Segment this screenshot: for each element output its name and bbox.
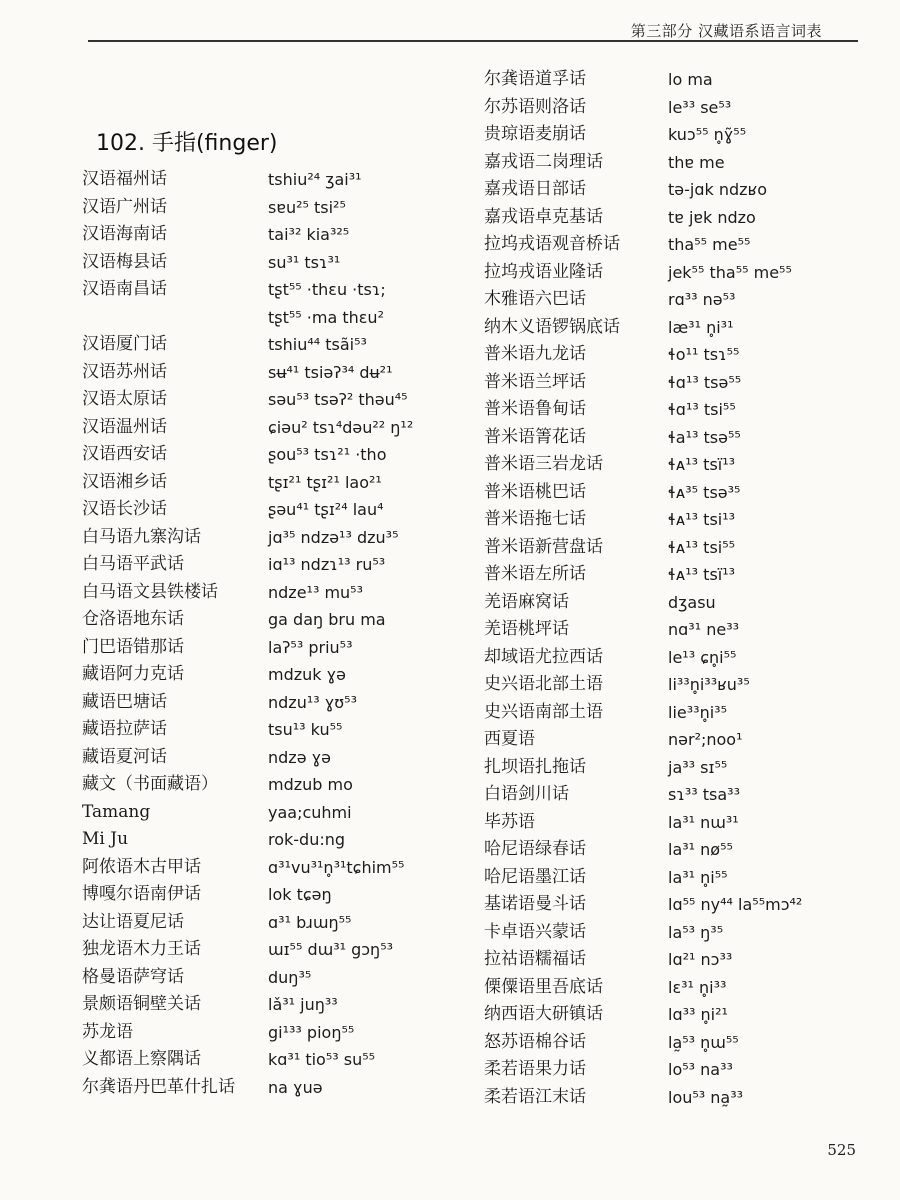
language-name: Tamang	[82, 801, 151, 822]
language-name: 藏语阿力克话	[82, 664, 184, 684]
word-entry-row	[82, 964, 462, 992]
page-number: 525	[827, 1141, 856, 1159]
word-entry-row	[82, 469, 462, 497]
word-form: lɑ⁵⁵ ny⁴⁴ la⁵⁵mɔ⁴²	[668, 895, 803, 914]
word-form: le¹³ ɕn̥i⁵⁵	[668, 647, 737, 667]
language-name: 汉语西安话	[82, 444, 167, 464]
language-name: 格曼语萨穹话	[82, 966, 184, 987]
language-name: 基诺语曼斗话	[484, 894, 586, 914]
language-name: 柔若语江末话	[484, 1086, 586, 1107]
word-form: ɬa¹³ tsə⁵⁵	[668, 427, 741, 447]
word-entry-row	[82, 689, 462, 717]
word-entry-row	[484, 561, 864, 589]
language-name: 达让语夏尼话	[82, 911, 184, 932]
word-entry-row	[484, 616, 864, 644]
word-entry-row	[82, 881, 462, 909]
word-form: la³¹ nɯ³¹	[668, 812, 739, 832]
language-name: 苏龙语	[82, 1021, 133, 1042]
word-entry-row	[484, 314, 864, 342]
word-entry-row	[82, 551, 462, 579]
language-name: 阿侬语木古甲话	[82, 856, 201, 877]
word-form: ɑ³¹vu³¹n̥³¹tɕhim⁵⁵	[268, 857, 405, 877]
word-form: lǎ³¹ juŋ³³	[268, 995, 338, 1014]
word-entry-row	[484, 644, 864, 672]
word-entry-row	[484, 974, 864, 1002]
word-entry-row	[82, 1074, 462, 1102]
word-form: jek⁵⁵ tha⁵⁵ me⁵⁵	[668, 262, 792, 282]
language-name: 汉语南昌话	[82, 279, 167, 299]
word-form: nər²;noo¹	[668, 730, 743, 749]
running-header: 第三部分 汉藏语系语言词表	[630, 22, 822, 40]
word-form: la⁵³ ŋ³⁵	[668, 922, 724, 942]
entry-title: 102. 手指(finger)	[96, 131, 278, 156]
word-entry-row	[82, 249, 462, 277]
word-form: lou⁵³ na̰³³	[668, 1087, 744, 1107]
word-entry-row	[82, 771, 462, 799]
word-entry-row	[484, 809, 864, 837]
word-form: iɑ¹³ ndzɿ¹³ ru⁵³	[268, 555, 386, 574]
word-entry-row	[484, 369, 864, 397]
language-name: 汉语苏州话	[82, 361, 167, 382]
word-entry-row	[82, 496, 462, 524]
word-entry-row	[484, 121, 864, 149]
word-entry-row	[82, 331, 462, 359]
language-name: 汉语温州话	[82, 416, 167, 437]
language-name: 却域语尤拉西话	[484, 646, 603, 667]
word-form: ndzə ɣə	[268, 747, 331, 767]
word-form: tha⁵⁵ me⁵⁵	[668, 235, 751, 254]
word-entry-row	[82, 524, 462, 552]
word-form: lɑ²¹ nɔ³³	[668, 950, 733, 969]
word-entry-row	[82, 386, 462, 414]
word-entry-row	[484, 589, 864, 617]
word-form: la³¹ nø⁵⁵	[668, 840, 733, 859]
language-name: 贵琼语麦崩话	[484, 124, 586, 144]
word-entry-row	[82, 579, 462, 607]
word-form: kuɔ⁵⁵ n̥ɣ̃⁵⁵	[668, 125, 747, 144]
word-entry-row	[484, 919, 864, 947]
language-name: 普米语箐花话	[484, 426, 586, 447]
word-form: ɬᴀ¹³ tsï¹³	[668, 455, 736, 474]
language-name: 尔苏语则洛话	[484, 96, 586, 117]
word-entry-row	[484, 424, 864, 452]
language-name: 汉语厦门话	[82, 334, 167, 354]
language-name: 卡卓语兴蒙话	[484, 921, 586, 942]
word-entry-row	[82, 661, 462, 689]
word-form: kɑ³¹ tio⁵³ su⁵⁵	[268, 1050, 376, 1069]
word-form: la³¹ n̥i⁵⁵	[668, 867, 728, 887]
language-name: 柔若语果力话	[484, 1059, 586, 1079]
language-name: 普米语三岩龙话	[484, 454, 603, 474]
language-name: 毕苏语	[484, 811, 535, 832]
language-name: 史兴语北部土语	[484, 674, 603, 694]
word-form: tsu¹³ ku⁵⁵	[268, 720, 343, 739]
word-entry-row	[484, 176, 864, 204]
word-entry-row	[82, 716, 462, 744]
word-entry-row	[484, 94, 864, 122]
word-entry-row	[484, 726, 864, 754]
language-name: 尔龚语道孚话	[484, 69, 586, 89]
language-name: 汉语海南话	[82, 224, 167, 244]
language-name: 普米语兰坪话	[484, 371, 586, 392]
word-entry-row	[484, 671, 864, 699]
word-form: ɑ³¹ bɹɯŋ⁵⁵	[268, 912, 352, 932]
language-name: 博嘎尔语南伊话	[82, 884, 201, 904]
word-form: ɬᴀ³⁵ tsə³⁵	[668, 482, 741, 502]
language-name: 纳西语大研镇话	[484, 1004, 603, 1024]
language-name: 普米语左所话	[484, 564, 586, 584]
language-name: 汉语梅县话	[82, 251, 167, 272]
language-name: 扎坝语扎拖话	[484, 756, 586, 777]
word-entry-row	[82, 441, 462, 469]
word-entry-row	[484, 66, 864, 94]
language-name: 白马语平武话	[82, 554, 184, 574]
word-form: tʂt⁵⁵ ·thɛu ·tsɿ;	[268, 280, 386, 299]
language-name: 白语剑川话	[484, 784, 569, 804]
language-name: 嘉戎语日部话	[484, 179, 586, 199]
word-entry-row	[484, 341, 864, 369]
word-entry-row	[484, 836, 864, 864]
word-form: lok tɕəŋ	[268, 885, 332, 904]
word-entry-row	[82, 359, 462, 387]
word-form: ɬo¹¹ tsɿ⁵⁵	[668, 345, 740, 364]
word-form: rɑ³³ nə⁵³	[668, 290, 736, 309]
word-form: səu⁵³ tsəʔ² thəu⁴⁵	[268, 390, 408, 409]
word-form: sʉ⁴¹ tsiəʔ³⁴ dʉ²¹	[268, 362, 393, 382]
language-name: 汉语湘乡话	[82, 471, 167, 492]
word-form: ɬɑ¹³ tsi⁵⁵	[668, 400, 736, 419]
word-entry-row	[82, 414, 462, 442]
language-name: 白马语九寨沟话	[82, 526, 201, 547]
language-name: 拉祜语糯福话	[484, 949, 586, 969]
word-form: tʂɪ²¹ tʂɪ²¹ lao²¹	[268, 472, 382, 492]
word-form: tə-jɑk ndzʁo	[668, 180, 767, 199]
word-form: sɐu²⁵ tsi²⁵	[268, 197, 346, 217]
word-form: na ɣuə	[268, 1077, 323, 1097]
language-name: 义都语上察隅话	[82, 1049, 201, 1069]
word-form: ga daŋ bru ma	[268, 610, 386, 629]
word-entry-row	[484, 506, 864, 534]
language-name: 普米语九龙话	[484, 344, 586, 364]
word-entry-row	[82, 1046, 462, 1074]
language-name: 汉语广州话	[82, 196, 167, 217]
word-form: tshiu⁴⁴ tsãi⁵³	[268, 335, 367, 354]
word-entry-row	[82, 854, 462, 882]
word-entry-row	[484, 286, 864, 314]
word-form: ɕiəu² tsɿ⁴dəu²² ŋ¹²	[268, 417, 414, 437]
word-entry-row	[82, 936, 462, 964]
word-form: ɬɑ¹³ tsə⁵⁵	[668, 372, 742, 392]
word-form: li³³n̥i³³ʁu³⁵	[668, 675, 750, 694]
word-entry-row	[484, 781, 864, 809]
word-form: ʂou⁵³ tsɿ²¹ ·tho	[268, 445, 387, 464]
language-name: 拉坞戎语观音桥话	[484, 234, 620, 254]
word-form: su³¹ tsɿ³¹	[268, 252, 341, 272]
language-name: 白马语文县铁楼话	[82, 581, 218, 602]
word-entry-row	[82, 606, 462, 634]
word-form: lo ma	[668, 70, 713, 89]
language-name: 西夏语	[484, 729, 535, 749]
word-entry-row	[82, 826, 462, 854]
word-form: ʂəu⁴¹ tʂɪ²⁴ lau⁴	[268, 500, 384, 519]
language-name: 藏语拉萨话	[82, 719, 167, 739]
word-entry-row	[82, 221, 462, 249]
language-name: 史兴语南部土语	[484, 701, 603, 722]
language-name: 木雅语六巴话	[484, 289, 586, 309]
language-name: Mi Ju	[82, 829, 129, 849]
language-name: 仓洛语地东话	[82, 609, 184, 629]
word-entry-row	[484, 534, 864, 562]
word-form: tʂt⁵⁵ ·ma thɛu²	[268, 307, 384, 327]
word-entry-row	[484, 149, 864, 177]
word-entry-row	[484, 451, 864, 479]
word-entry-row	[82, 909, 462, 937]
word-entry-row	[82, 276, 462, 304]
language-name: 景颇语铜壁关话	[82, 994, 201, 1014]
language-name: 嘉戎语二岗理话	[484, 151, 603, 172]
language-name: 汉语太原话	[82, 389, 167, 409]
word-form: ndzu¹³ ɣʊ⁵³	[268, 692, 357, 712]
word-form: ndze¹³ mu⁵³	[268, 582, 364, 602]
word-form: mdzuk ɣə	[268, 665, 347, 684]
language-name: 藏文（书面藏语）	[82, 774, 218, 794]
word-form: tai³² kia³²⁵	[268, 225, 350, 244]
language-name: 普米语桃巴话	[484, 481, 586, 502]
word-entry-row	[484, 396, 864, 424]
language-name: 门巴语错那话	[82, 636, 184, 657]
word-entry-row	[82, 799, 462, 827]
language-name: 普米语新营盘话	[484, 536, 603, 557]
word-entry-row	[484, 699, 864, 727]
word-entry-row	[82, 166, 462, 194]
language-name: 汉语长沙话	[82, 499, 167, 519]
language-name: 普米语拖七话	[484, 509, 586, 529]
word-entry-row	[82, 194, 462, 222]
word-form: gi¹³³ pioŋ⁵⁵	[268, 1022, 355, 1042]
word-form: læ³¹ n̥i³¹	[668, 317, 734, 337]
language-name: 羌语麻窝话	[484, 591, 569, 612]
language-name: 拉坞戎语业隆话	[484, 261, 603, 282]
left-column	[82, 166, 462, 1101]
word-entry-row	[484, 891, 864, 919]
right-column	[484, 66, 864, 1111]
word-form: laʔ⁵³ priu⁵³	[268, 637, 353, 657]
word-form: la̰⁵³ n̥ɯ⁵⁵	[668, 1032, 739, 1052]
word-form: yaa;cuhmi	[268, 802, 352, 822]
word-form: tɐ jɐk ndzo	[668, 207, 756, 227]
word-form: thɐ me	[668, 152, 725, 172]
word-entry-row	[484, 1056, 864, 1084]
language-name: 汉语福州话	[82, 169, 167, 189]
word-form: duŋ³⁵	[268, 967, 312, 987]
word-entry-row	[484, 1029, 864, 1057]
language-name: 羌语桃坪话	[484, 619, 569, 639]
word-form: rok-du:ng	[268, 830, 346, 849]
word-form: lo⁵³ na³³	[668, 1060, 733, 1079]
word-entry-row	[484, 1001, 864, 1029]
word-form: sɿ³³ tsa³³	[668, 785, 740, 804]
word-form: nɑ³¹ ne³³	[668, 620, 740, 639]
word-entry-row	[484, 1084, 864, 1112]
word-entry-row	[82, 1019, 462, 1047]
language-name: 嘉戎语卓克基话	[484, 206, 603, 227]
language-name: 傈僳语里吾底话	[484, 976, 603, 997]
word-form: le³³ se⁵³	[668, 97, 732, 117]
language-name: 哈尼语墨江话	[484, 866, 586, 887]
word-entry-row	[484, 864, 864, 892]
word-form: ja³³ sɪ⁵⁵	[668, 757, 728, 777]
word-entry-row	[484, 259, 864, 287]
word-entry-row	[484, 231, 864, 259]
language-name: 哈尼语绿春话	[484, 839, 586, 859]
word-entry-row	[82, 634, 462, 662]
word-form: ɬᴀ¹³ tsï¹³	[668, 565, 736, 584]
word-entry-row	[484, 754, 864, 782]
word-form: lɑ³³ n̥i²¹	[668, 1005, 728, 1024]
word-entry-row	[484, 946, 864, 974]
language-name: 纳木义语锣锅底话	[484, 316, 620, 337]
word-form: ɯɪ⁵⁵ dɯ³¹ gɔŋ⁵³	[268, 940, 394, 959]
language-name: 尔龚语丹巴革什扎话	[82, 1076, 235, 1097]
word-entry-row	[484, 204, 864, 232]
word-entry-row	[82, 744, 462, 772]
language-name: 藏语巴塘话	[82, 691, 167, 712]
word-form: dʒasu	[668, 592, 716, 612]
language-name: 普米语鲁甸话	[484, 399, 586, 419]
word-form: mdzub mo	[268, 775, 353, 794]
header-rule	[88, 40, 858, 42]
word-form: ɬᴀ¹³ tsi⁵⁵	[668, 537, 736, 557]
word-form: jɑ³⁵ ndzə¹³ dzu³⁵	[268, 527, 399, 547]
word-entry-row	[82, 304, 462, 332]
word-entry-row	[82, 991, 462, 1019]
word-form: lie³³n̥i³⁵	[668, 702, 727, 722]
language-name: 怒苏语棉谷话	[484, 1031, 586, 1052]
language-name: 藏语夏河话	[82, 746, 167, 767]
word-form: ɬᴀ¹³ tsi¹³	[668, 510, 736, 529]
word-entry-row	[484, 479, 864, 507]
word-form: tshiu²⁴ ʒai³¹	[268, 170, 362, 189]
word-form: lɛ³¹ n̥i³³	[668, 977, 727, 997]
language-name: 独龙语木力王话	[82, 939, 201, 959]
